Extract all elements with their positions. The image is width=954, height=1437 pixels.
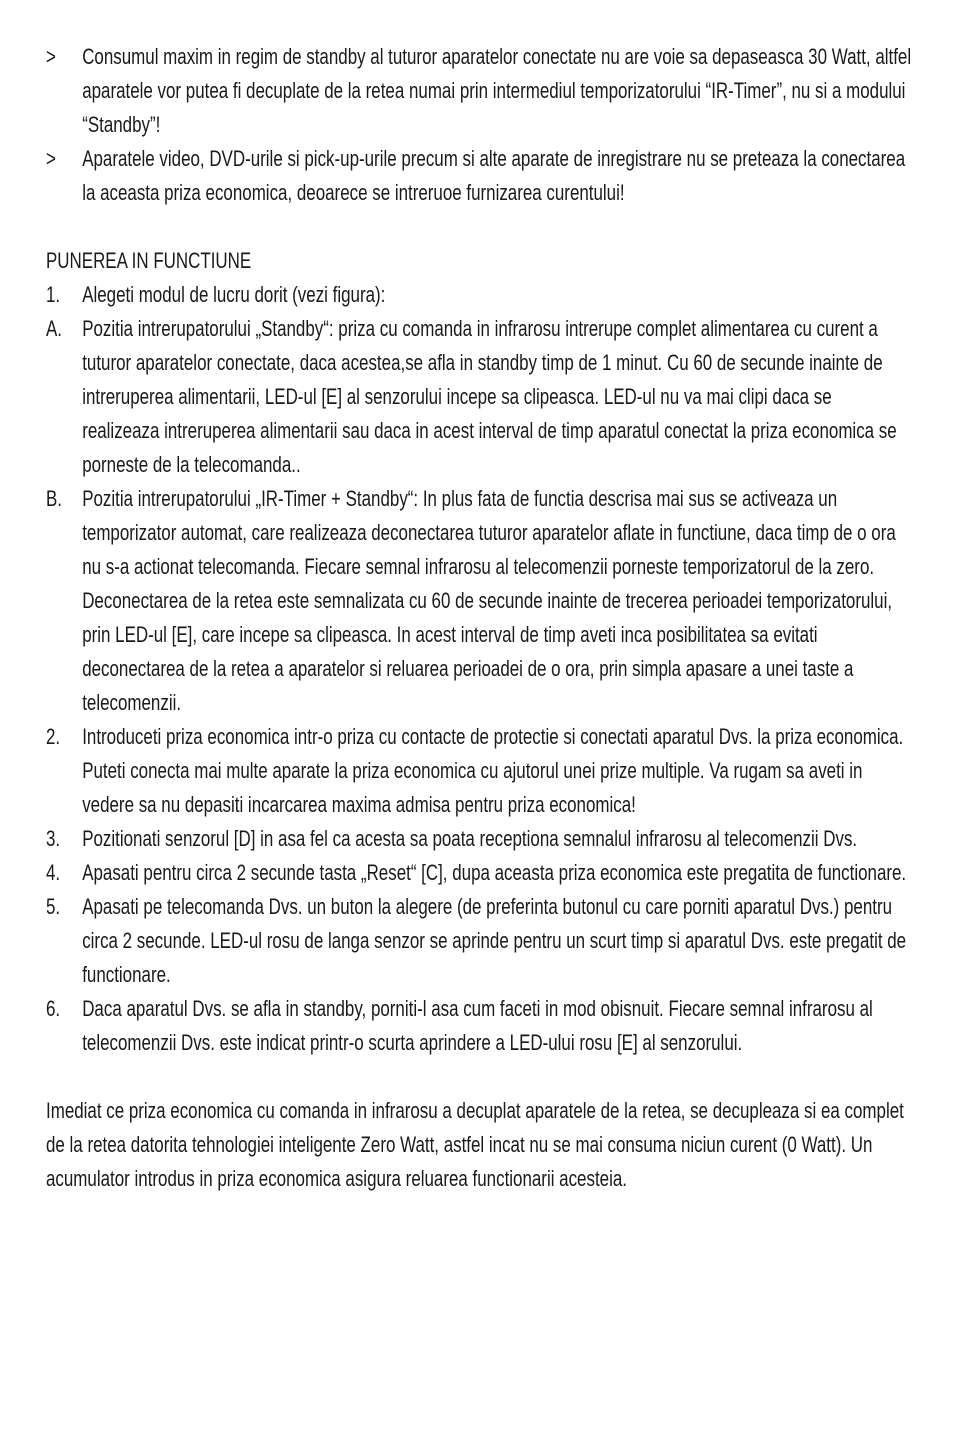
list-marker: B.: [46, 486, 63, 511]
document-body: [46, 40, 912, 1196]
list-text: Pozitia intrerupatorului „IR-Timer + Standby“: In plus fata de functia descrisa mai sus se activeaza un temporizator automat, care realizeaza deconectarea tuturor aparatelor aflate in functiune, daca timp de o ora nu s-a actionat telecomanda. Fiecare semnal infrarosu al telecomenzii porneste temporizatorul de la zero. Deconectarea de la retea este semnalizata cu 60 de secunde inainte de trecerea perioadei temporizatorului, prin LED-ul [E], care incepe sa clipeasca. In acest interval de timp aveti inca posibilitatea sa evitati deconectarea de la retea a aparatelor si reluarea perioadei de o ora, prin simpla apasare a unei taste a telecomenzii.: [82, 486, 896, 715]
list-item: [46, 992, 912, 1060]
list-text: Apasati pentru circa 2 secunde tasta „Reset“ [C], dupa aceasta priza economica este pregatita de functionare.: [82, 860, 907, 885]
bullet-item: [46, 142, 912, 210]
bullet-marker: >: [46, 146, 56, 171]
bullet-text: Consumul maxim in regim de standby al tuturor aparatelor conectate nu are voie sa depaseasca 30 Watt, altfel aparatele vor putea fi decuplate de la retea numai prin intermediul temporizatorului “IR-Timer”, nu si a modului “Standby”!: [82, 44, 912, 137]
list-item: [46, 822, 912, 856]
list-marker: 2.: [46, 724, 61, 749]
spacer: [46, 210, 912, 244]
bullet-item: [46, 40, 912, 142]
bullet-marker: >: [46, 44, 56, 69]
list-text: Apasati pe telecomanda Dvs. un buton la alegere (de preferinta butonul cu care porniti aparatul Dvs.) pentru circa 2 secunde. LED-ul rosu de langa senzor se aprinde pentru un scurt timp si aparatul Dvs. este pregatit de functionare.: [82, 894, 907, 987]
spacer: [46, 1060, 912, 1094]
list-marker: A.: [46, 316, 63, 341]
list-text: Daca aparatul Dvs. se afla in standby, porniti-l asa cum faceti in mod obisnuit. Fiecare semnal infrarosu al telecomenzii Dvs. este indicat printr-o scurta aprindere a LED-ului rosu [E] al senzorului.: [82, 996, 873, 1055]
list-item: [46, 856, 912, 890]
list-text: Alegeti modul de lucru dorit (vezi figura):: [82, 282, 386, 307]
list-item: [46, 278, 912, 312]
list-item: [46, 482, 912, 720]
list-item: [46, 312, 912, 482]
closing-paragraph: Imediat ce priza economica cu comanda in infrarosu a decuplat aparatele de la retea, se decupleaza si ea complet de la retea datorita tehnologiei inteligente Zero Watt, astfel incat nu se mai consuma niciun curent (0 Watt). Un acumulator introdus in priza economica asigura reluarea functionarii acesteia.: [46, 1098, 904, 1191]
list-text: Pozitionati senzorul [D] in asa fel ca acesta sa poata receptiona semnalul infrarosu al telecomenzii Dvs.: [82, 826, 858, 851]
list-marker: 3.: [46, 826, 61, 851]
section-heading: PUNEREA IN FUNCTIUNE: [46, 248, 252, 273]
list-marker: 6.: [46, 996, 61, 1021]
list-marker: 1.: [46, 282, 61, 307]
bullet-text: Aparatele video, DVD-urile si pick-up-urile precum si alte aparate de inregistrare nu se preteaza la conectarea la aceasta priza economica, deoarece se intreruoe furnizarea curentului!: [82, 146, 906, 205]
list-marker: 5.: [46, 894, 61, 919]
list-text: Introduceti priza economica intr-o priza cu contacte de protectie si conectati aparatul Dvs. la priza economica. Puteti conecta mai multe aparate la priza economica cu ajutorul unei prize multiple. Va rugam sa aveti in vedere sa nu depasiti incarcarea maxima admisa pentru priza economica!: [82, 724, 904, 817]
list-marker: 4.: [46, 860, 61, 885]
list-item: [46, 720, 912, 822]
list-text: Pozitia intrerupatorului „Standby“: priza cu comanda in infrarosu intrerupe complet alimentarea cu curent a tuturor aparatelor conectate, daca acestea,se afla in standby timp de 1 minut. Cu 60 de secunde inainte de intreruperea alimentarii, LED-ul [E] al senzorului incepe sa clipeasca. LED-ul nu va mai clipi daca se realizeaza intreruperea alimentarii sau daca in acest interval de timp aparatul conectat la priza economica se porneste de la telecomanda..: [82, 316, 897, 477]
list-item: [46, 890, 912, 992]
